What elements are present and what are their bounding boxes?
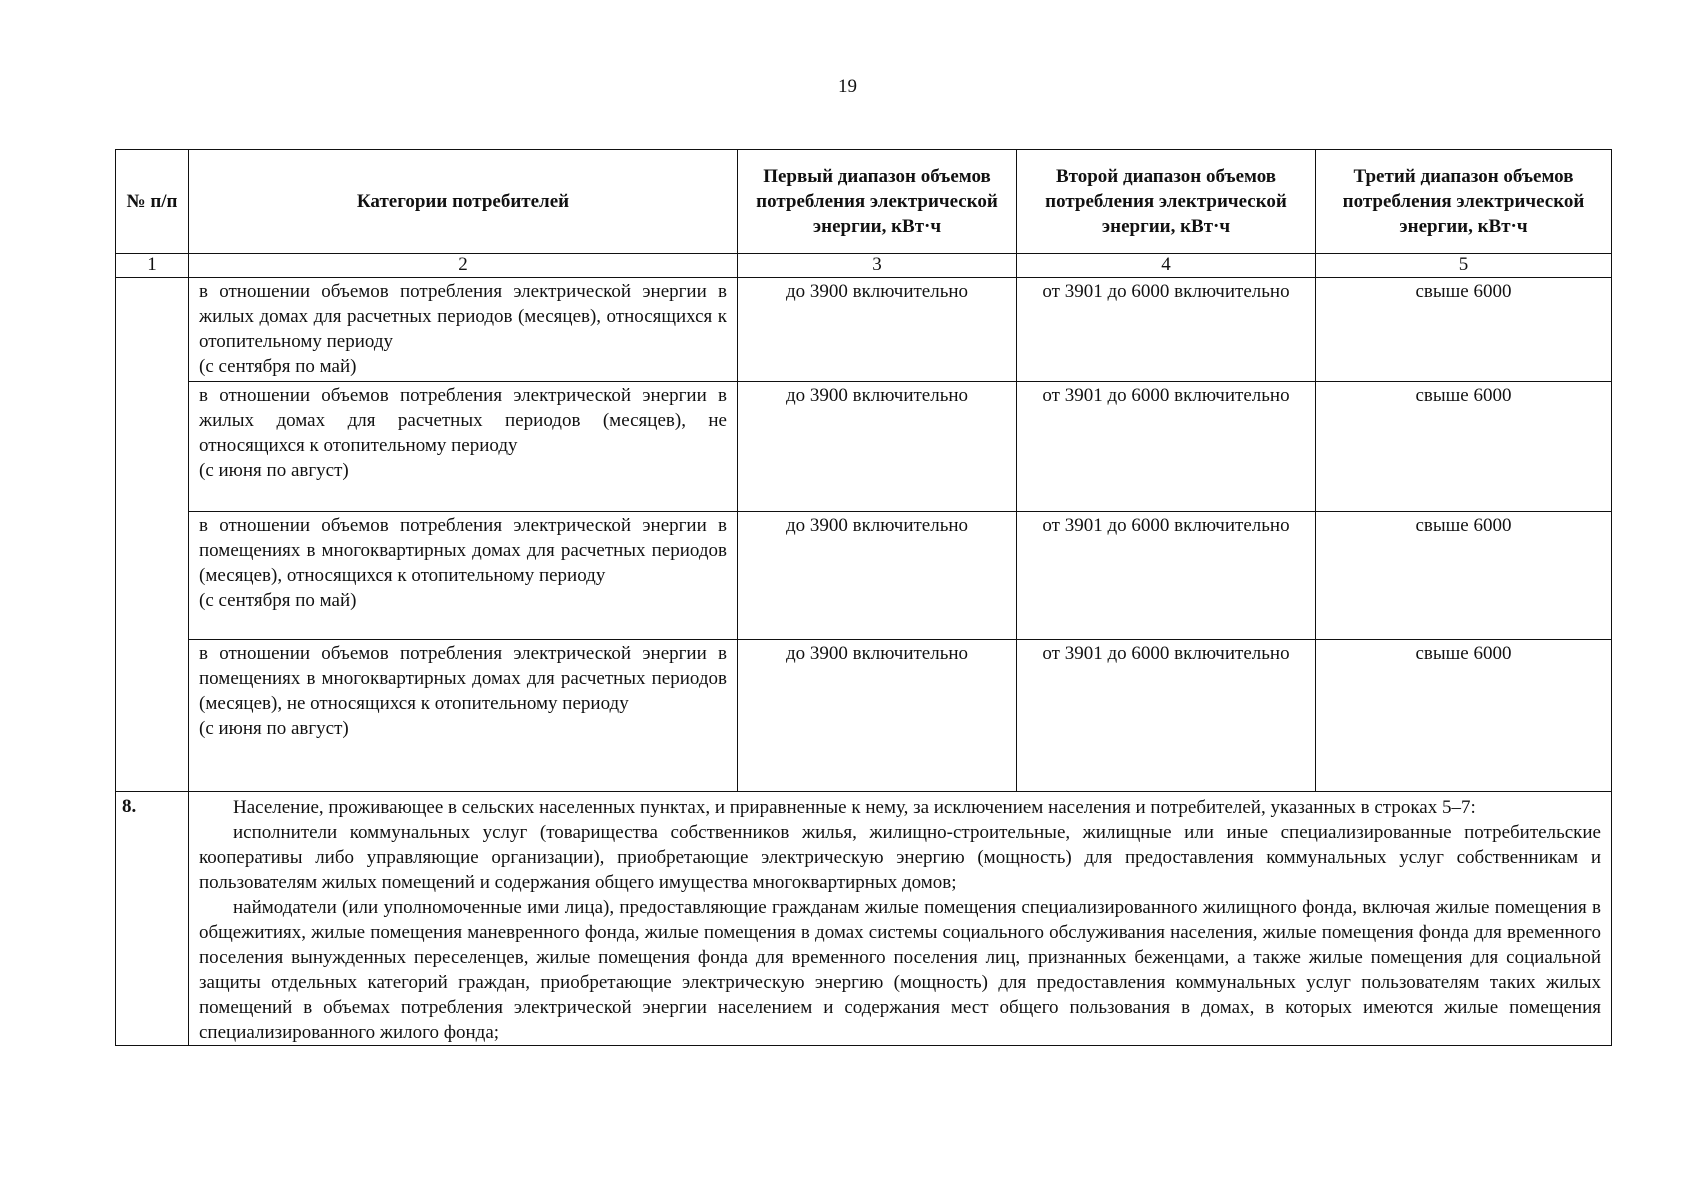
range2-cell: от 3901 до 6000 включительно bbox=[1017, 512, 1316, 640]
column-number: 2 bbox=[189, 254, 738, 278]
table-header-row bbox=[116, 150, 1612, 254]
row-number-cell-empty bbox=[116, 278, 189, 792]
row8-description bbox=[189, 792, 1612, 1046]
category-period: (с июня по август) bbox=[199, 718, 349, 739]
table-row bbox=[116, 382, 1612, 512]
range2-cell: от 3901 до 6000 включительно bbox=[1017, 382, 1316, 512]
category-cell bbox=[189, 278, 738, 382]
category-text: в отношении объемов потребления электрической энергии в помещениях в многоквартирных домах для расчетных периодов (месяцев), относящихся к отопительному периоду bbox=[199, 515, 727, 586]
range3-cell: свыше 6000 bbox=[1316, 382, 1612, 512]
range3-cell: свыше 6000 bbox=[1316, 512, 1612, 640]
range1-cell: до 3900 включительно bbox=[738, 278, 1017, 382]
range1-cell: до 3900 включительно bbox=[738, 382, 1017, 512]
header-category: Категории потребителей bbox=[189, 150, 738, 254]
header-num: № п/п bbox=[116, 150, 189, 254]
page-number: 19 bbox=[838, 76, 857, 97]
category-text: в отношении объемов потребления электрической энергии в помещениях в многоквартирных домах для расчетных периодов (месяцев), не относящихся к отопительному периоду bbox=[199, 643, 727, 714]
category-text: в отношении объемов потребления электрической энергии в жилых домах для расчетных периодов (месяцев), относящихся к отопительному периоду bbox=[199, 281, 727, 352]
row8-paragraph: исполнители коммунальных услуг (товарищества собственников жилья, жилищно-строительные, жилищные или иные специализированные потребительские кооперативы либо управляющие организации), приобретающие электрическую энергию (мощность) для предоставления коммунальных услуг собственникам и пользователям жилых помещений и содержания общего имущества многоквартирных домов; bbox=[199, 822, 1601, 893]
category-period: (с сентября по май) bbox=[199, 590, 357, 611]
range2-cell: от 3901 до 6000 включительно bbox=[1017, 278, 1316, 382]
column-number-row bbox=[116, 254, 1612, 278]
column-number: 3 bbox=[738, 254, 1017, 278]
range1-cell: до 3900 включительно bbox=[738, 512, 1017, 640]
range3-cell: свыше 6000 bbox=[1316, 640, 1612, 792]
tariff-ranges-table bbox=[115, 149, 1612, 1046]
category-text: в отношении объемов потребления электрической энергии в жилых домах для расчетных периодов (месяцев), не относящихся к отопительному периоду bbox=[199, 385, 727, 456]
header-range1: Первый диапазон объемов потребления электрической энергии, кВт·ч bbox=[738, 150, 1017, 254]
category-cell bbox=[189, 382, 738, 512]
range1-cell: до 3900 включительно bbox=[738, 640, 1017, 792]
table-row bbox=[116, 640, 1612, 792]
row8-paragraph: Население, проживающее в сельских населенных пунктах, и приравненные к нему, за исключением населения и потребителей, указанных в строках 5–7: bbox=[233, 797, 1476, 818]
column-number: 5 bbox=[1316, 254, 1612, 278]
table-row bbox=[116, 512, 1612, 640]
column-number: 4 bbox=[1017, 254, 1316, 278]
range3-cell: свыше 6000 bbox=[1316, 278, 1612, 382]
row8-paragraph: наймодатели (или уполномоченные ими лица), предоставляющие гражданам жилые помещения специализированного жилищного фонда, включая жилые помещения в общежитиях, жилые помещения маневренного фонда, жилые помещения в домах системы социального обслуживания населения, жилые помещения фонда для временного поселения вынужденных переселенцев, жилые помещения фонда для временного поселения лиц, признанных беженцами, а также жилые помещения для социальной защиты отдельных категорий граждан, приобретающие электрическую энергию (мощность) для предоставления коммунальных услуг пользователям таких жилых помещений в объемах потребления электрической энергии населением и содержания мест общего пользования в домах, в которых имеются жилые помещения специализированного жилого фонда; bbox=[199, 897, 1601, 1043]
table-row-8 bbox=[116, 792, 1612, 1046]
category-period: (с июня по август) bbox=[199, 460, 349, 481]
header-range2: Второй диапазон объемов потребления электрической энергии, кВт·ч bbox=[1017, 150, 1316, 254]
category-cell bbox=[189, 640, 738, 792]
header-range3: Третий диапазон объемов потребления электрической энергии, кВт·ч bbox=[1316, 150, 1612, 254]
table-row bbox=[116, 278, 1612, 382]
row-number: 8. bbox=[116, 792, 189, 1046]
category-cell bbox=[189, 512, 738, 640]
category-period: (с сентября по май) bbox=[199, 356, 357, 377]
range2-cell: от 3901 до 6000 включительно bbox=[1017, 640, 1316, 792]
column-number: 1 bbox=[116, 254, 189, 278]
